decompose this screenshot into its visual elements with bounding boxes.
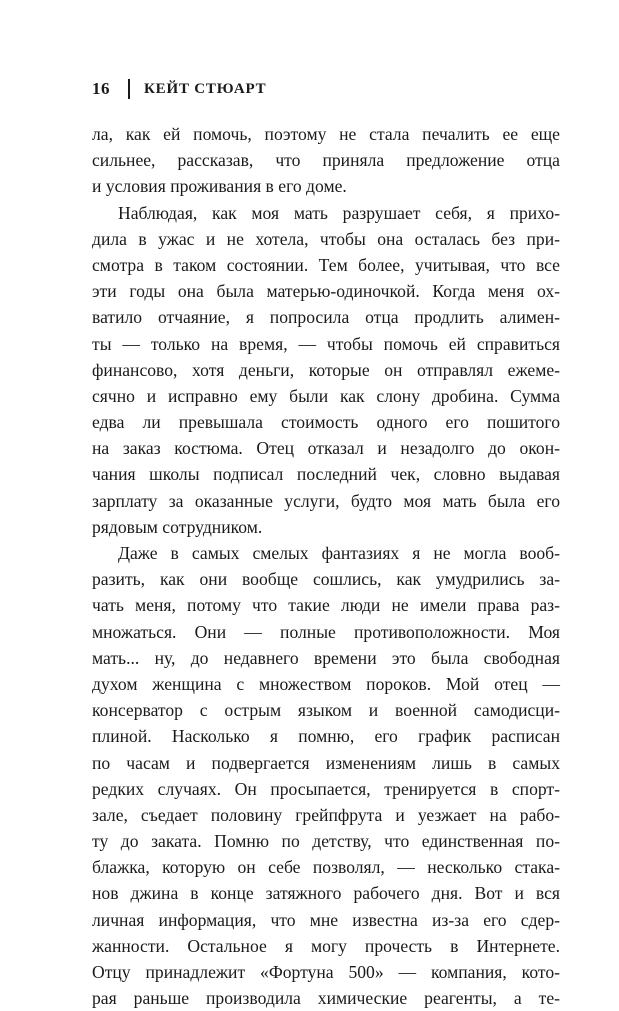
- text-line: множаться. Они — полные противоположности. Моя: [92, 621, 560, 642]
- page-number: 16: [92, 79, 110, 98]
- text-line: духом женщина с множеством пороков. Мой отец —: [92, 673, 560, 694]
- text-line: Отцу принадлежит «Фортуна 500» — компания, кото-: [92, 962, 560, 982]
- text-line: плиной. Насколько я помню, его график расписан: [92, 726, 560, 747]
- text-line: эти годы она была матерью-одиночкой. Когда меня ох-: [92, 281, 560, 302]
- text-line: мать... ну, до недавнего времени это была свободная: [92, 647, 560, 668]
- text-line: ла, как ей помочь, поэтому не стала печалить ее еще: [92, 124, 560, 144]
- text-line: блажка, которую он себе позволял, — несколько стака-: [92, 857, 560, 878]
- text-line: ту до заката. Помню по детству, что единственная по-: [92, 831, 560, 852]
- text-line: рядовым сотрудником.: [92, 516, 263, 537]
- text-line: на заказ костюма. Отец отказал и незадолго до окон-: [92, 438, 560, 459]
- text-line: финансово, хотя деньги, которые он отправлял ежеме-: [92, 359, 560, 380]
- text-line: ты — только на время, — чтобы помочь ей справиться: [92, 333, 560, 354]
- text-line: чать меня, потому что такие люди не имели права раз-: [92, 595, 560, 616]
- text-line: Наблюдая, как моя мать разрушает себя, я прихо-: [118, 202, 560, 223]
- text-line: ватило отчаяние, я попросила отца продлить алимен-: [92, 307, 560, 328]
- text-line: чания школы подписал последний чек, словно выдавая: [92, 464, 560, 485]
- text-line: смотра в таком состоянии. Тем более, учитывая, что все: [92, 254, 560, 275]
- text-line: сячно и исправно ему были как слону дробина. Сумма: [92, 385, 560, 406]
- text-line: нов джина в конце затяжного рабочего дня. Вот и вся: [92, 883, 560, 904]
- text-line: сильнее, рассказав, что приняла предложение отца: [92, 150, 560, 171]
- text-line: по часам и подвергается изменениям лишь в самых: [92, 752, 560, 773]
- text-line: Даже в самых смелых фантазиях я не могла вооб-: [118, 543, 560, 563]
- body-text: [92, 121, 560, 1011]
- text-line: зале, съедает половину грейпфрута и уезжает на рабо-: [92, 804, 560, 825]
- text-line: консерватор с острым языком и военной самодисци-: [92, 700, 560, 721]
- text-line: личная информация, что мне известна из-за его сдер-: [92, 909, 560, 930]
- author-name: КЕЙТ СТЮАРТ: [144, 80, 267, 97]
- text-line: зарплату за оказанные услуги, будто моя мать была его: [92, 490, 560, 511]
- text-line: редких случаях. Он просыпается, тренируется в спорт-: [92, 778, 560, 799]
- text-line: рая раньше производила химические реагенты, а те-: [92, 988, 560, 1009]
- running-head: [92, 76, 266, 102]
- text-line: едва ли превышала стоимость одного его пошитого: [92, 412, 560, 433]
- text-line: и условия проживания в его доме.: [92, 176, 347, 197]
- header-divider: [128, 79, 130, 99]
- text-line: жанности. Остальное я могу прочесть в Интернете.: [92, 935, 560, 956]
- text-line: разить, как они вообще сошлись, как умудрились за-: [92, 569, 560, 590]
- text-line: дила в ужас и не хотела, чтобы она осталась без при-: [92, 228, 560, 249]
